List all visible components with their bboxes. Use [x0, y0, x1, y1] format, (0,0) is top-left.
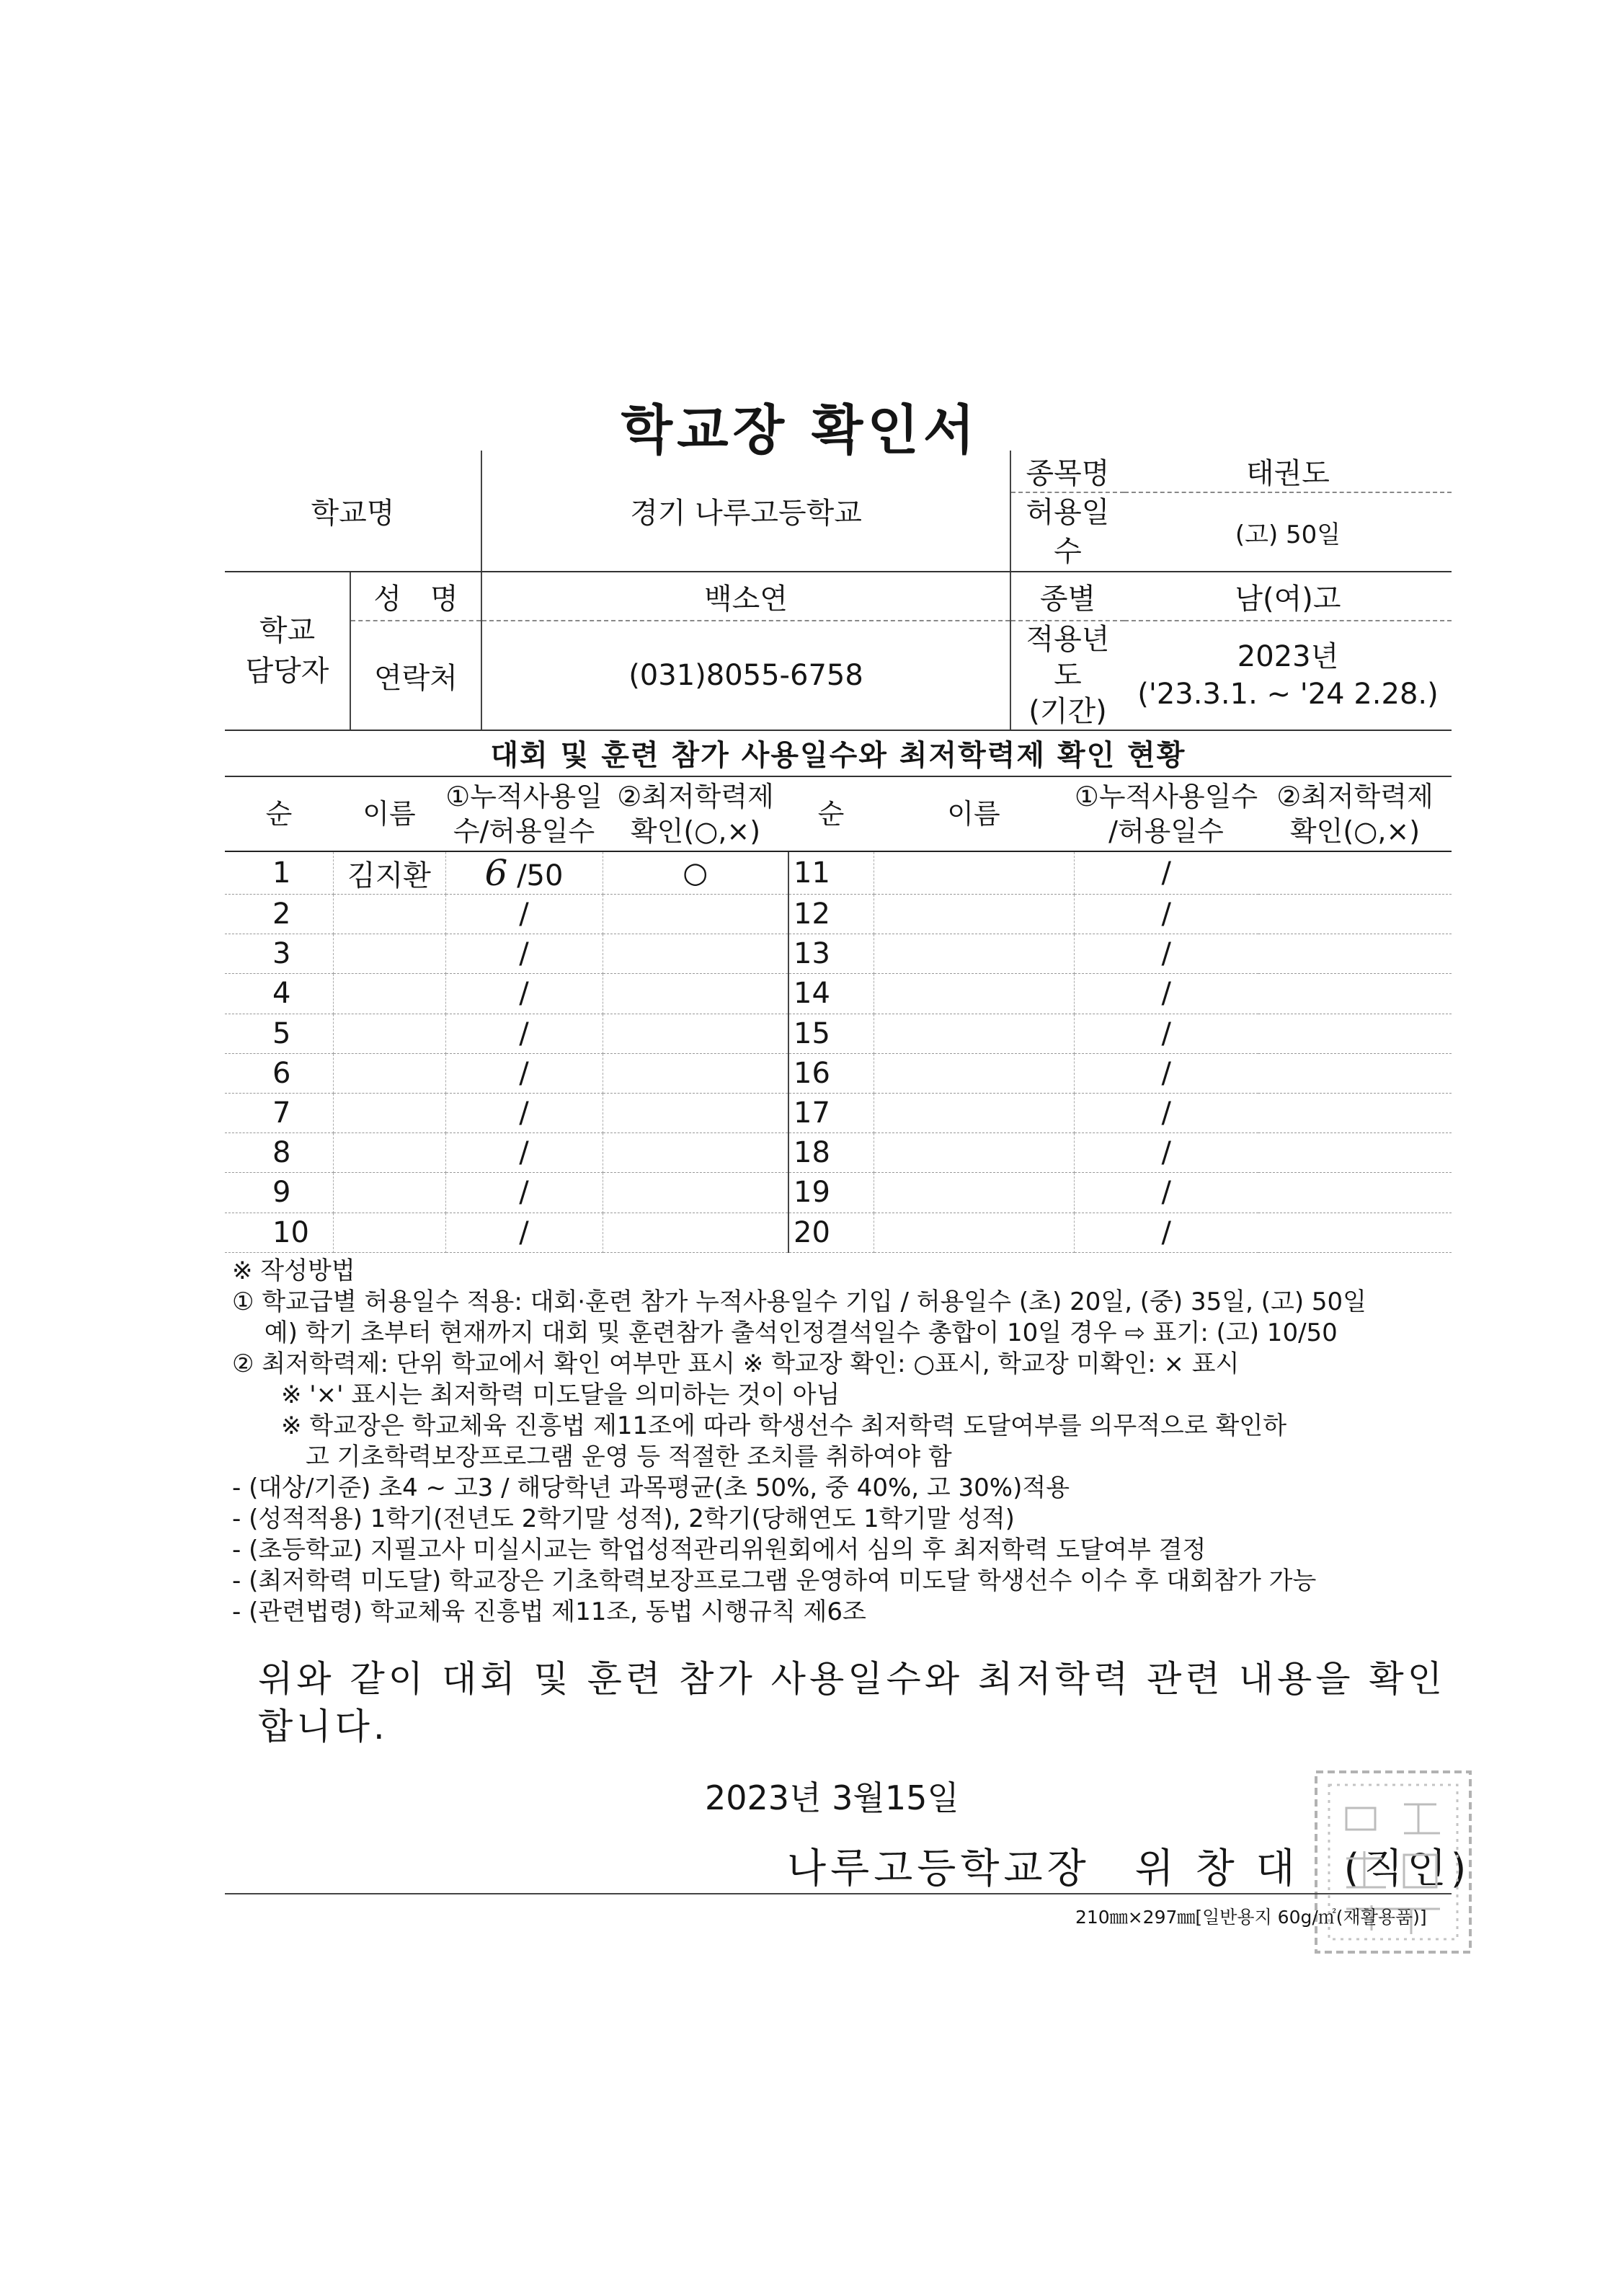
used-days-right: /	[1074, 974, 1258, 1014]
student-name	[333, 895, 445, 934]
used-days	[445, 974, 603, 1014]
used-days	[445, 895, 603, 934]
minimum-check	[603, 934, 788, 974]
name-value: 백소연	[481, 572, 1010, 621]
header-name-right: 이름	[874, 777, 1074, 851]
minimum-check-right	[1258, 1133, 1452, 1173]
header-num-right: 순	[788, 777, 874, 851]
student-name	[333, 1053, 445, 1093]
allowed-days-cell: /	[519, 977, 529, 1011]
minimum-check-right	[1258, 851, 1452, 895]
allowed-days-cell: /	[519, 1176, 529, 1210]
allowed-days-cell: /	[519, 1056, 529, 1090]
student-name	[333, 974, 445, 1014]
used-days	[445, 934, 603, 974]
header-days: ①누적사용일 수/허용일수	[445, 777, 603, 851]
row-number: 8	[225, 1133, 333, 1173]
student-name-right	[874, 1053, 1074, 1093]
gender-label: 종별	[1010, 572, 1124, 621]
row-number: 3	[225, 934, 333, 974]
minimum-check	[603, 1014, 788, 1053]
allowed-days-cell: /	[519, 1096, 529, 1130]
table-row	[225, 1173, 1452, 1213]
instruction-line: - (초등학교) 지필고사 미실시교는 학업성적관리위원회에서 심의 후 최저학력 도달여부 결정	[232, 1535, 1206, 1564]
row-number: 7	[225, 1093, 333, 1133]
used-days-right: /	[1074, 1133, 1258, 1173]
status-section-title: 대회 및 훈련 참가 사용일수와 최저학력제 확인 현황	[490, 739, 1186, 772]
allowed-days-cell: /50	[517, 859, 564, 892]
table-row	[225, 1133, 1452, 1173]
student-name	[333, 934, 445, 974]
school-value: 경기 나루고등학교	[481, 451, 1010, 572]
row-number: 5	[225, 1014, 333, 1053]
student-name-right	[874, 1133, 1074, 1173]
instruction-line: - (관련법령) 학교체육 진흥법 제11조, 동법 시행규칙 제6조	[232, 1597, 866, 1626]
instruction-line: - (성적적용) 1학기(전년도 2학기말 성적), 2학기(당해연도 1학기말 성적)	[232, 1504, 1015, 1533]
table-row	[225, 974, 1452, 1014]
table-row	[225, 851, 1452, 895]
instruction-line: - (최저학력 미도달) 학교장은 기초학력보장프로그램 운영하여 미도달 학생선수 이수 후 대회참가 가능	[232, 1566, 1317, 1595]
student-name	[333, 1093, 445, 1133]
allowed-days-cell: /	[519, 1016, 529, 1050]
handwritten-days: 6	[484, 852, 508, 894]
minimum-check-right	[1258, 974, 1452, 1014]
footer-rule	[225, 1893, 1452, 1894]
contact-label: 연락처	[350, 621, 481, 730]
used-days	[445, 851, 603, 895]
writing-instructions	[232, 1256, 1366, 1628]
document-title: 학교장 확인서	[621, 399, 979, 461]
period-label: 적용년 도 (기간)	[1010, 621, 1124, 730]
used-days-right: /	[1074, 895, 1258, 934]
minimum-check	[603, 974, 788, 1014]
principal-signature: 나루고등학교장 위 창 대 (직인)	[787, 1845, 1471, 1892]
minimum-check-right	[1258, 934, 1452, 974]
table-row	[225, 895, 1452, 934]
instruction-line: - (대상/기준) 초4 ~ 고3 / 해당학년 과목평균(초 50%, 중 40%, 고 30%)적용	[232, 1473, 1070, 1502]
student-name	[333, 1133, 445, 1173]
instruction-line: 고 기초학력보장프로그램 운영 등 적절한 조치를 취하여야 함	[232, 1442, 952, 1471]
used-days-right: /	[1074, 1014, 1258, 1053]
manager-label: 학교 담당자	[225, 572, 350, 730]
official-seal-stamp	[1303, 1765, 1483, 1959]
used-days-right: /	[1074, 1053, 1258, 1093]
header-days-right: ①누적사용일수 /허용일수	[1074, 777, 1258, 851]
paper-specification: 210㎜×297㎜[일반용지 60g/㎡(재활용품)]	[1075, 1907, 1427, 1928]
used-days-right: /	[1074, 1173, 1258, 1213]
minimum-check	[603, 1053, 788, 1093]
table-row	[225, 1093, 1452, 1133]
instruction-line: ① 학교급별 허용일수 적용: 대회·훈련 참가 누적사용일수 기입 / 허용일수 (초) 20일, (중) 35일, (고) 50일	[232, 1287, 1366, 1316]
row-number-right: 14	[788, 974, 874, 1014]
minimum-check-right	[1258, 1014, 1452, 1053]
minimum-check-right	[1258, 1173, 1452, 1213]
period-value: 2023년 ('23.3.1. ~ '24 2.28.)	[1124, 621, 1452, 730]
student-name-right	[874, 851, 1074, 895]
allowed-days-label: 허용일 수	[1010, 492, 1124, 572]
minimum-check: ○	[603, 851, 788, 895]
student-name-right	[874, 974, 1074, 1014]
allowed-days-cell: /	[519, 897, 529, 931]
event-value: 태권도	[1124, 451, 1452, 492]
instruction-line: ※ 작성방법	[232, 1256, 355, 1285]
confirmation-statement: 위와 같이 대회 및 훈련 참가 사용일수와 최저학력 관련 내용을 확인 합니다.	[258, 1658, 1446, 1747]
school-label: 학교명	[225, 451, 481, 572]
allowed-days-cell: /	[519, 1215, 529, 1249]
minimum-check	[603, 895, 788, 934]
table-row	[225, 1014, 1452, 1053]
row-number: 6	[225, 1053, 333, 1093]
row-number-right: 18	[788, 1133, 874, 1173]
row-number: 10	[225, 1213, 333, 1252]
allowed-days-cell: /	[519, 937, 529, 971]
row-number-right: 13	[788, 934, 874, 974]
used-days-right: /	[1074, 1093, 1258, 1133]
student-name-right	[874, 1213, 1074, 1252]
minimum-check-right	[1258, 1093, 1452, 1133]
row-number: 9	[225, 1173, 333, 1213]
row-number-right: 19	[788, 1173, 874, 1213]
row-number: 2	[225, 895, 333, 934]
issue-date: 2023년 3월15일	[705, 1778, 959, 1817]
minimum-check	[603, 1093, 788, 1133]
table-row	[225, 1213, 1452, 1252]
table-row	[225, 1053, 1452, 1093]
student-name-right	[874, 1014, 1074, 1053]
contact-value: (031)8055-6758	[481, 621, 1010, 730]
allowed-days-value: (고) 50일	[1124, 492, 1452, 572]
minimum-check	[603, 1213, 788, 1252]
used-days-right: /	[1074, 1213, 1258, 1252]
minimum-check	[603, 1133, 788, 1173]
used-days	[445, 1093, 603, 1133]
instruction-line: ※ 학교장은 학교체육 진흥법 제11조에 따라 학생선수 최저학력 도달여부를 의무적으로 확인하	[232, 1411, 1287, 1440]
student-name-right	[874, 934, 1074, 974]
student-name-right	[874, 895, 1074, 934]
used-days	[445, 1053, 603, 1093]
minimum-check-right	[1258, 1213, 1452, 1252]
row-number-right: 20	[788, 1213, 874, 1252]
header-check-right: ②최저학력제 확인(○,×)	[1258, 777, 1452, 851]
student-name	[333, 1173, 445, 1213]
row-number-right: 15	[788, 1014, 874, 1053]
row-number-right: 12	[788, 895, 874, 934]
row-number-right: 17	[788, 1093, 874, 1133]
header-name: 이름	[333, 777, 445, 851]
row-number-right: 11	[788, 851, 874, 895]
instruction-line: 예) 학기 초부터 현재까지 대회 및 훈련참가 출석인정결석일수 총합이 10일 경우 ⇨ 표기: (고) 10/50	[232, 1318, 1338, 1347]
student-name: 김지환	[333, 851, 445, 895]
student-name-right	[874, 1093, 1074, 1133]
used-days	[445, 1213, 603, 1252]
used-days	[445, 1133, 603, 1173]
name-label: 성 명	[350, 572, 481, 621]
minimum-check-right	[1258, 1053, 1452, 1093]
used-days	[445, 1173, 603, 1213]
student-name	[333, 1213, 445, 1252]
header-check: ②최저학력제 확인(○,×)	[603, 777, 788, 851]
gender-value: 남(여)고	[1124, 572, 1452, 621]
student-name-right	[874, 1173, 1074, 1213]
row-number: 4	[225, 974, 333, 1014]
instruction-line: ② 최저학력제: 단위 학교에서 확인 여부만 표시 ※ 학교장 확인: ○표시, 학교장 미확인: × 표시	[232, 1349, 1240, 1378]
minimum-check	[603, 1173, 788, 1213]
used-days-right: /	[1074, 934, 1258, 974]
used-days	[445, 1014, 603, 1053]
info-table	[225, 451, 1452, 731]
header-num: 순	[225, 777, 333, 851]
allowed-days-cell: /	[519, 1136, 529, 1170]
row-number: 1	[225, 851, 333, 895]
event-label: 종목명	[1010, 451, 1124, 492]
minimum-check-right	[1258, 895, 1452, 934]
table-row	[225, 934, 1452, 974]
row-number-right: 16	[788, 1053, 874, 1093]
used-days-right: /	[1074, 851, 1258, 895]
instruction-line: ※ '×' 표시는 최저학력 미도달을 의미하는 것이 아님	[232, 1380, 840, 1409]
student-name	[333, 1014, 445, 1053]
status-table	[225, 777, 1452, 1253]
